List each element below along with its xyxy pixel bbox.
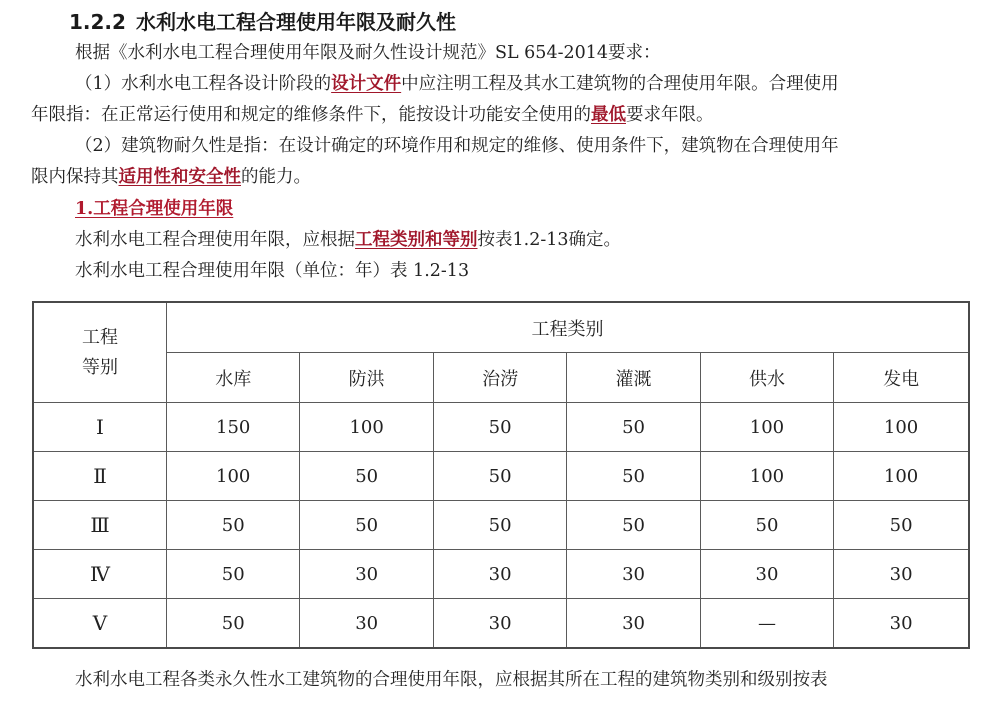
column-header: 治涝 <box>433 353 566 403</box>
table-cell: 30 <box>567 550 700 599</box>
column-header: 供水 <box>700 353 833 403</box>
table-cell: 150 <box>167 403 300 452</box>
table-cell: 50 <box>167 501 300 550</box>
grade-header-line-2: 等别 <box>82 356 118 378</box>
table-cell: 30 <box>700 550 833 599</box>
subsection-heading-link[interactable]: 1.工程合理使用年限 <box>75 199 234 219</box>
table-cell: 50 <box>167 599 300 649</box>
table-header-row <box>33 302 969 353</box>
link-design-documents[interactable]: 设计文件 <box>331 74 402 94</box>
table-cell: 30 <box>433 599 566 649</box>
table-cell: 50 <box>300 501 433 550</box>
table-cell: 50 <box>834 501 969 550</box>
table-cell: 30 <box>300 550 433 599</box>
column-header: 发电 <box>834 353 969 403</box>
table-row <box>33 452 969 501</box>
table-cell: — <box>700 599 833 649</box>
table-cell: 100 <box>700 403 833 452</box>
section-number: 1.2.2 <box>69 10 126 34</box>
table-cell: 50 <box>433 403 566 452</box>
paragraph-3 <box>75 228 621 252</box>
table-cell: 100 <box>700 452 833 501</box>
table-row <box>33 403 969 452</box>
section-title: 水利水电工程合理使用年限及耐久性 <box>135 10 456 34</box>
paragraph-2-line-1: （2）建筑物耐久性是指：在设计确定的环境作用和规定的维修、使用条件下，建筑物在合理使用年 <box>75 136 839 156</box>
column-header: 灌溉 <box>567 353 700 403</box>
table-cell: 50 <box>300 452 433 501</box>
table-cell: 50 <box>700 501 833 550</box>
paragraph-2-text-b: 的能力。 <box>241 167 311 187</box>
link-category-grade[interactable]: 工程类别和等别 <box>355 230 478 250</box>
table-cell: 30 <box>567 599 700 649</box>
table-row <box>33 599 969 649</box>
table-cell: 50 <box>433 452 566 501</box>
column-header: 水库 <box>167 353 300 403</box>
grade-cell: Ⅳ <box>33 550 167 599</box>
footer-paragraph: 水利水电工程各类永久性水工建筑物的合理使用年限，应根据其所在工程的建筑物类别和级别按表 <box>75 670 828 690</box>
link-applicability-safety[interactable]: 适用性和安全性 <box>118 167 241 187</box>
table-cell: 30 <box>834 550 969 599</box>
table-cell: 100 <box>834 403 969 452</box>
table-cell: 50 <box>167 550 300 599</box>
paragraph-1-text-b: 中应注明工程及其水工建筑物的合理使用年限。合理使用 <box>401 74 839 94</box>
table-cell: 30 <box>433 550 566 599</box>
service-life-table <box>32 301 970 649</box>
table-cell: 50 <box>433 501 566 550</box>
table-cell: 50 <box>567 403 700 452</box>
paragraph-1-line-2 <box>31 103 714 127</box>
table-cell: 100 <box>834 452 969 501</box>
paragraph-2-line-2 <box>31 165 311 189</box>
paragraph-3-text-a: 水利水电工程合理使用年限，应根据 <box>75 230 355 250</box>
grade-header-line-1: 工程 <box>82 326 118 348</box>
table-cell: 100 <box>300 403 433 452</box>
table-row <box>33 501 969 550</box>
grade-column-header <box>33 302 167 403</box>
column-header: 防洪 <box>300 353 433 403</box>
paragraph-1-text-d: 要求年限。 <box>626 105 714 125</box>
paragraph-1-line-1 <box>75 72 839 96</box>
link-minimum[interactable]: 最低 <box>591 105 626 125</box>
intro-paragraph: 根据《水利水电工程合理使用年限及耐久性设计规范》SL 654-2014要求： <box>75 43 661 63</box>
section-heading <box>69 6 456 35</box>
table-caption: 水利水电工程合理使用年限（单位：年）表 1.2-13 <box>75 261 470 281</box>
table-cell: 30 <box>300 599 433 649</box>
grade-cell: Ⅰ <box>33 403 167 452</box>
table-column-header-row <box>33 353 969 403</box>
grade-cell: Ⅲ <box>33 501 167 550</box>
table-row <box>33 550 969 599</box>
grade-cell: Ⅴ <box>33 599 167 649</box>
table-cell: 100 <box>167 452 300 501</box>
paragraph-2-text-a: 限内保持其 <box>31 167 119 187</box>
paragraph-1-text-a: （1）水利水电工程各设计阶段的 <box>75 74 332 94</box>
paragraph-3-text-b: 按表1.2-13确定。 <box>477 230 622 250</box>
paragraph-1-text-c: 年限指：在正常运行使用和规定的维修条件下，能按设计功能安全使用的 <box>31 105 591 125</box>
category-header: 工程类别 <box>167 302 970 353</box>
grade-cell: Ⅱ <box>33 452 167 501</box>
table-cell: 30 <box>834 599 969 649</box>
table-cell: 50 <box>567 501 700 550</box>
table-cell: 50 <box>567 452 700 501</box>
